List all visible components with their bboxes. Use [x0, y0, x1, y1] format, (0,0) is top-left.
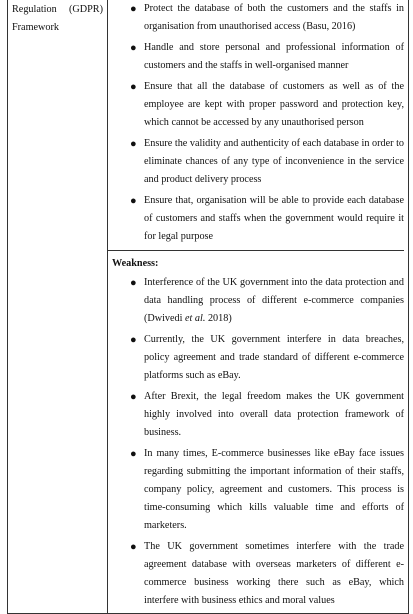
list-item-text: Currently, the UK government interfere in data breaches, policy agreement and trade standard of different e-commerce platforms such as eBay. [144, 334, 404, 381]
list-item-text-italic: et al. [185, 313, 206, 324]
list-item-text: In many times, E-commerce businesses like eBay face issues regarding submitting the important information of their staffs, company policy, agreement and customers. This process is time-consuming which kills valuable time and efforts of marketers. [144, 448, 404, 531]
list-item [108, 274, 404, 328]
list-item [108, 0, 404, 36]
row-label-line1: Regulation (GDPR) [12, 4, 103, 15]
document-table [7, 0, 409, 614]
row-content-cell [108, 0, 409, 614]
list-item-text: Ensure the validity and authenticity of each database in order to eliminate chances of any type of inconvenience in the service and product delivery process [144, 138, 404, 185]
bullet-icon: ● [130, 541, 137, 553]
bullet-icon: ● [130, 448, 137, 460]
bullet-icon: ● [130, 277, 137, 289]
list-item [108, 445, 404, 535]
bullet-icon: ● [130, 195, 137, 207]
bullet-icon: ● [130, 334, 137, 346]
bullet-icon: ● [130, 42, 137, 54]
table-row [8, 0, 409, 614]
list-item-text: Protect the database of both the customers and the staffs in organisation from unauthorised access (Basu, 2016) [144, 3, 404, 32]
bullet-icon: ● [130, 138, 137, 150]
list-item [108, 39, 404, 75]
row-label-cell [8, 0, 108, 614]
list-item-text: The UK government sometimes interfere with the trade agreement database with overseas marketers of different e-commerce business working there such as eBay, which interfere with business ethics and moral values [144, 541, 404, 606]
list-item-text: Handle and store personal and professional information of customers and the staffs in well-organised manner [144, 42, 404, 71]
row-label-line2: Framework [12, 22, 59, 33]
list-item [108, 78, 404, 132]
strengths-list [108, 0, 404, 246]
bullet-icon: ● [130, 391, 137, 403]
list-item [108, 388, 404, 442]
list-item-text: Ensure that, organisation will be able to provide each database of customers and staffs when the government would require it for legal purpose [144, 195, 404, 242]
list-item [108, 538, 404, 610]
bullet-icon: ● [130, 81, 137, 93]
list-item [108, 135, 404, 189]
list-item-text: After Brexit, the legal freedom makes the UK government highly involved into overall data protection framework of business. [144, 391, 404, 438]
section-divider [107, 250, 404, 251]
list-item [108, 192, 404, 246]
weakness-list [108, 274, 404, 610]
list-item-text-pre: Interference of the UK government into the data protection and data handling process of different e-commerce companies (Dwivedi [144, 277, 404, 324]
list-item-text-post: 2018) [205, 313, 232, 324]
bullet-icon: ● [130, 3, 137, 15]
list-item-text: Ensure that all the database of customers as well as of the employee are kept with proper password and protection key, which cannot be accessed by any unauthorised person [144, 81, 404, 128]
weakness-heading: Weakness: [112, 258, 159, 269]
list-item [108, 331, 404, 385]
